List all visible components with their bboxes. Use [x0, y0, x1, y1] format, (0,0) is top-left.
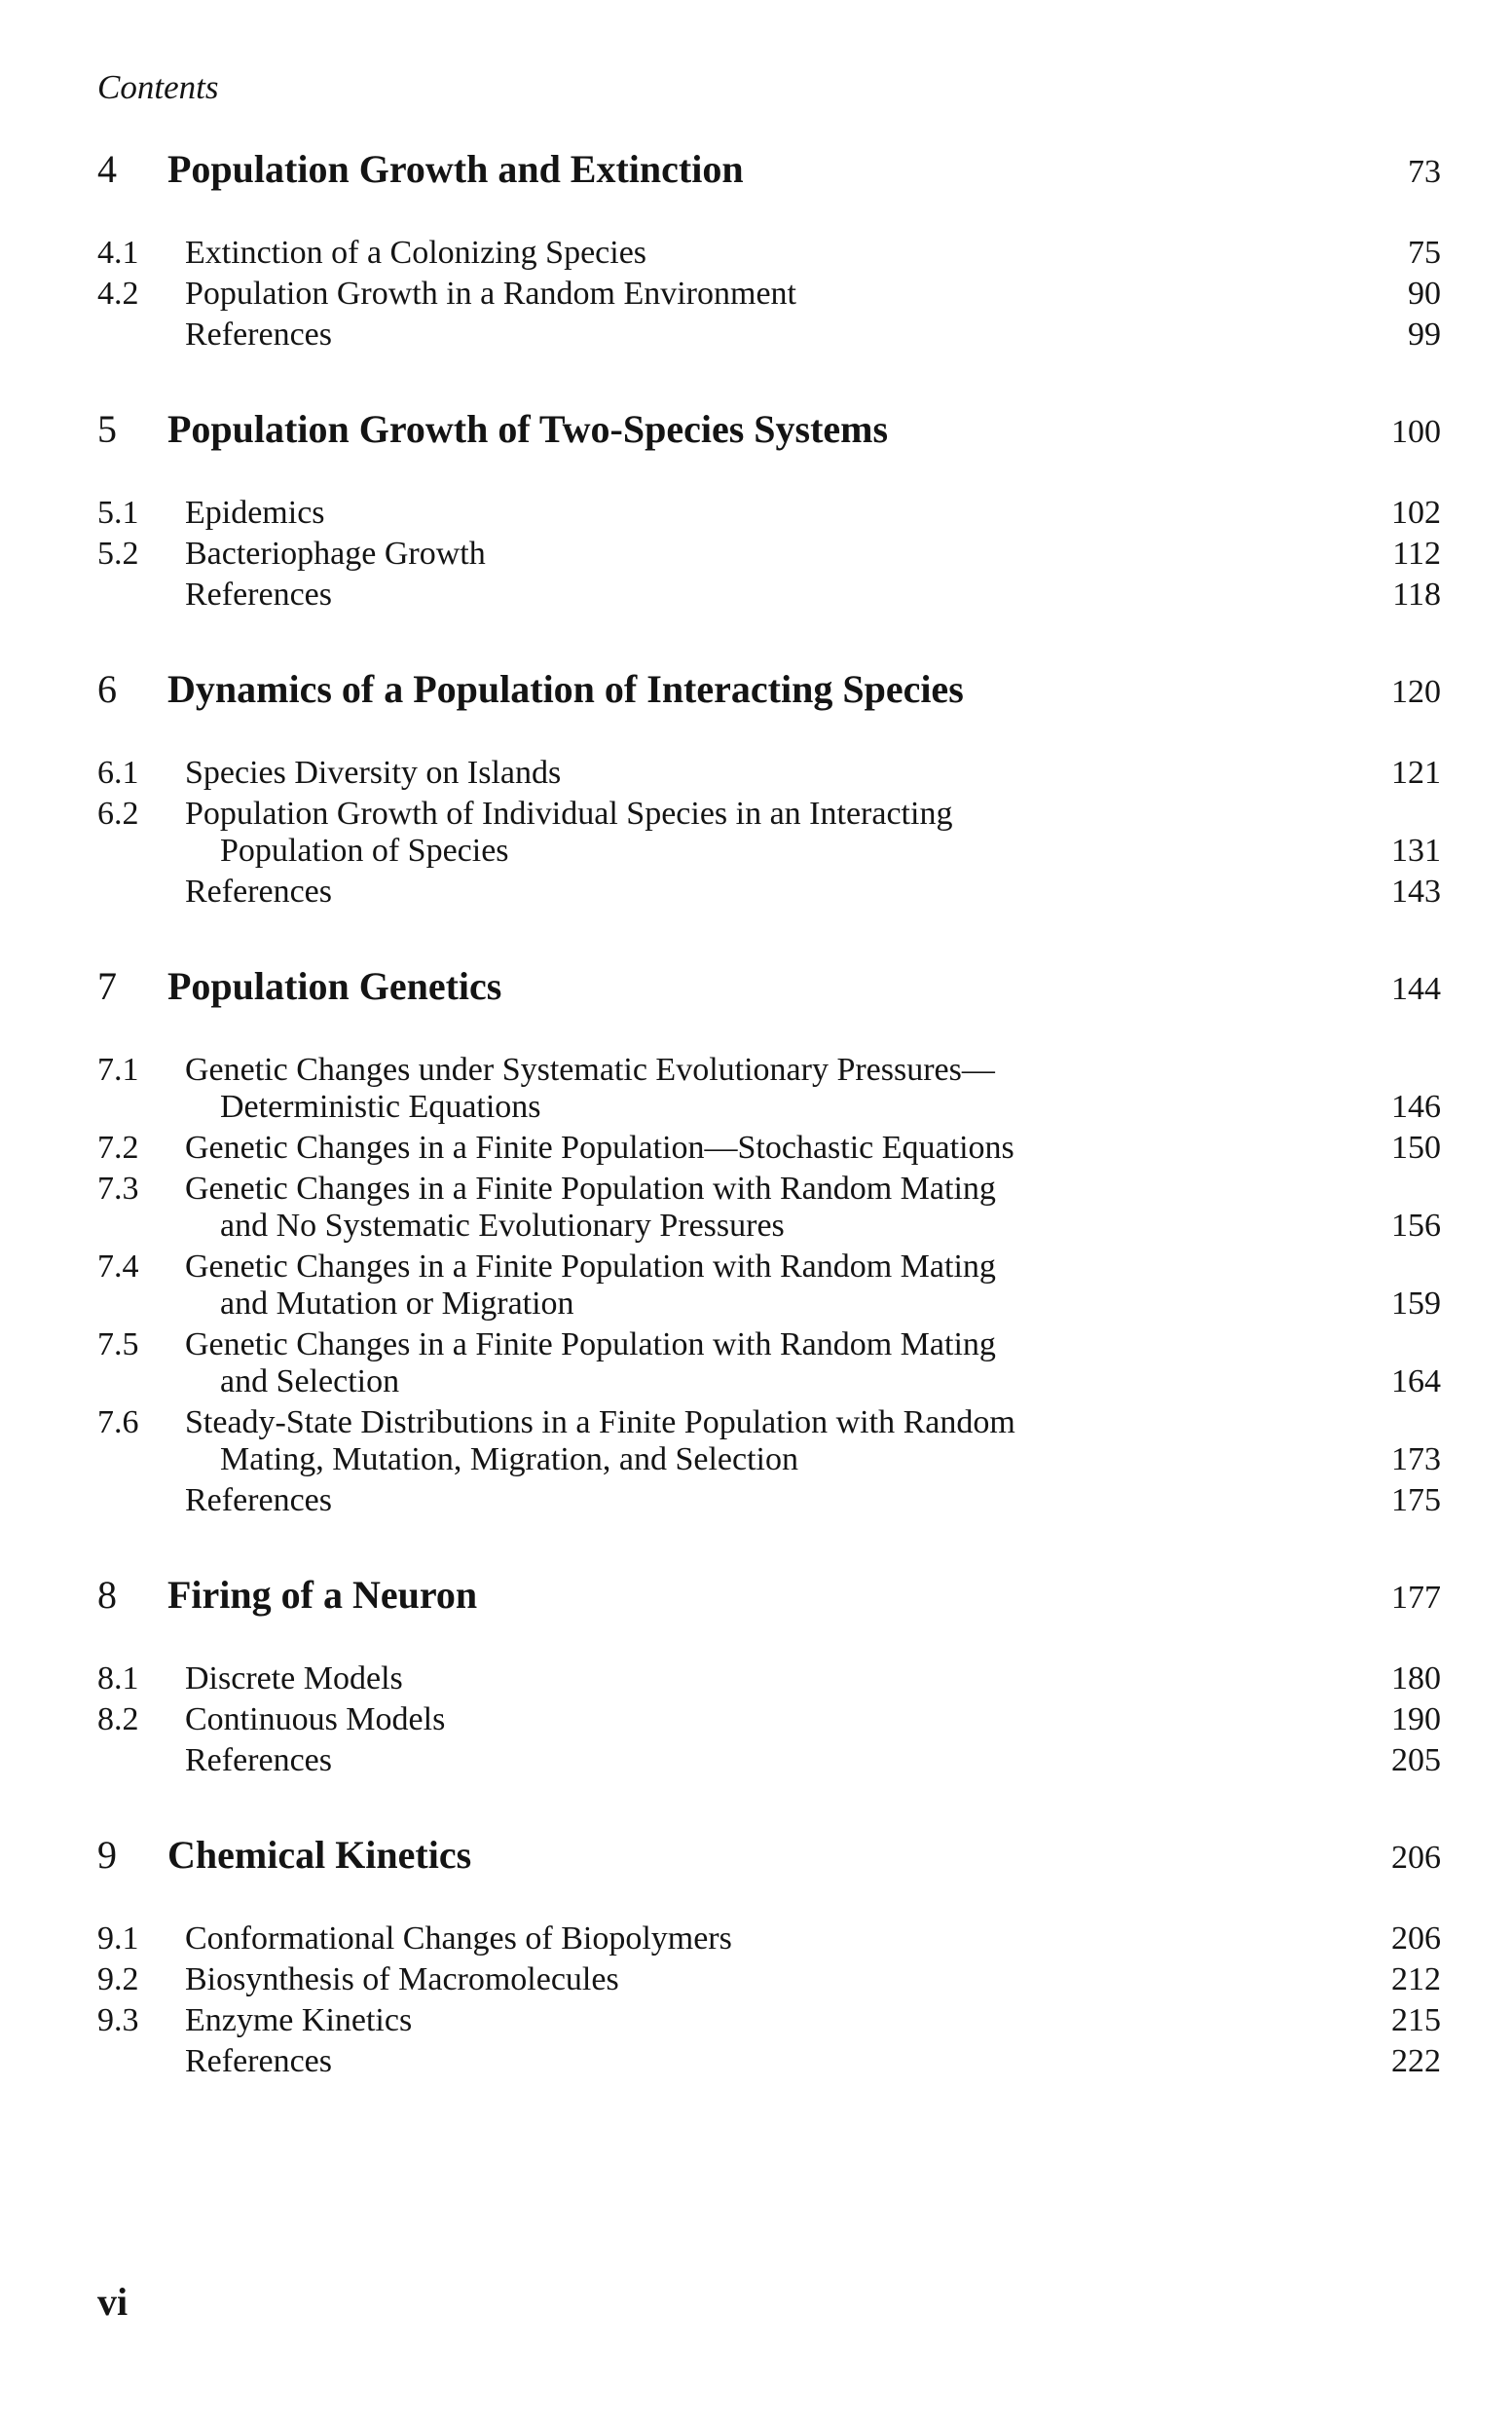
- section-entry: [97, 1130, 1441, 1167]
- chapter-block: [97, 1832, 1441, 2080]
- section-page-number: 190: [1391, 1701, 1441, 1737]
- chapter-heading: [97, 1572, 1441, 1618]
- section-title: [185, 1130, 1324, 1167]
- section-entry: [97, 1404, 1441, 1478]
- section-entry: [97, 755, 1441, 792]
- section-page-number: 131: [1391, 833, 1441, 869]
- section-title-line: References: [185, 1482, 333, 1518]
- section-entry: [97, 796, 1441, 870]
- chapter-heading: [97, 406, 1441, 452]
- chapter-number: 7: [97, 964, 117, 1008]
- toc-page: [97, 68, 1441, 2133]
- section-title-line: Genetic Changes in a Finite Population with Random Mating: [185, 1171, 996, 1207]
- section-entry: [97, 2002, 1441, 2039]
- section-title-line: References: [185, 874, 333, 910]
- section-title: [185, 2002, 1324, 2039]
- section-title-line: Population Growth of Individual Species in an Interacting: [185, 796, 953, 832]
- section-title-line: References: [185, 1742, 333, 1778]
- chapter-number: 8: [97, 1573, 117, 1617]
- section-title: [185, 495, 1324, 532]
- section-number: 8.2: [97, 1701, 139, 1737]
- chapter-number: 6: [97, 667, 117, 711]
- references-entry: [97, 577, 1441, 614]
- section-page-number: 164: [1391, 1363, 1441, 1399]
- section-title-line: Enzyme Kinetics: [185, 2002, 413, 2038]
- section-title-line: Discrete Models: [185, 1660, 403, 1696]
- section-page-number: 143: [1391, 874, 1441, 910]
- section-title-line: Deterministic Equations: [220, 1089, 541, 1125]
- section-title-line: Population of Species: [220, 833, 509, 869]
- section-title-line: Genetic Changes in a Finite Population—Stochastic Equations: [185, 1130, 1014, 1166]
- references-entry: [97, 874, 1441, 911]
- section-title: [185, 536, 1324, 573]
- section-title-line: Population Growth in a Random Environment: [185, 276, 796, 312]
- chapter-heading: [97, 146, 1441, 192]
- section-title-line: and Mutation or Migration: [220, 1286, 574, 1322]
- section-entry: [97, 235, 1441, 272]
- section-entry: [97, 1701, 1441, 1738]
- references-entry: [97, 2043, 1441, 2080]
- section-title-line: Steady-State Distributions in a Finite Population with Random: [185, 1404, 1015, 1440]
- chapter-number: 9: [97, 1833, 117, 1877]
- section-title-line: Genetic Changes in a Finite Population with Random Mating: [185, 1249, 996, 1285]
- section-entry: [97, 1052, 1441, 1126]
- section-title: [185, 1404, 1324, 1478]
- section-number: 7.1: [97, 1052, 139, 1088]
- section-page-number: 175: [1391, 1482, 1441, 1518]
- section-title-line: Continuous Models: [185, 1701, 446, 1737]
- section-title: [185, 1701, 1324, 1738]
- section-title-line: Genetic Changes under Systematic Evolutionary Pressures—: [185, 1052, 995, 1088]
- chapter-title: Population Genetics: [167, 964, 502, 1008]
- references-entry: [97, 317, 1441, 354]
- chapter-title: Chemical Kinetics: [167, 1833, 472, 1877]
- section-title-line: Species Diversity on Islands: [185, 755, 562, 791]
- section-entry: [97, 536, 1441, 573]
- references-entry: [97, 1482, 1441, 1519]
- chapter-page-number: 177: [1391, 1580, 1441, 1616]
- page-number: vi: [97, 2280, 129, 2324]
- section-title-line: Genetic Changes in a Finite Population with Random Mating: [185, 1326, 996, 1362]
- section-number: 7.3: [97, 1171, 139, 1207]
- section-title: [185, 1961, 1324, 1998]
- section-title-line: Epidemics: [185, 495, 325, 531]
- section-page-number: 102: [1391, 495, 1441, 531]
- section-page-number: 156: [1391, 1208, 1441, 1244]
- chapter-page-number: 144: [1391, 971, 1441, 1007]
- chapter-heading: [97, 1832, 1441, 1878]
- section-title: [185, 1482, 1324, 1519]
- section-title-line: Conformational Changes of Biopolymers: [185, 1920, 732, 1957]
- section-title: [185, 874, 1324, 911]
- section-title: [185, 1052, 1324, 1126]
- section-title-line: References: [185, 2043, 333, 2079]
- section-title: [185, 577, 1324, 614]
- section-entry: [97, 1326, 1441, 1400]
- section-title-line: Biosynthesis of Macromolecules: [185, 1961, 619, 1997]
- section-number: 7.2: [97, 1130, 139, 1166]
- section-number: 9.1: [97, 1920, 139, 1957]
- chapter-page-number: 206: [1391, 1840, 1441, 1876]
- section-title-line: Mating, Mutation, Migration, and Selection: [220, 1441, 798, 1477]
- section-title: [185, 1171, 1324, 1245]
- chapter-block: [97, 1572, 1441, 1779]
- section-number: 4.1: [97, 235, 139, 271]
- chapter-page-number: 100: [1391, 414, 1441, 450]
- chapter-title: Population Growth of Two-Species Systems: [167, 407, 889, 451]
- section-page-number: 112: [1392, 536, 1441, 572]
- chapter-number: 5: [97, 407, 117, 451]
- section-entry: [97, 1660, 1441, 1697]
- chapter-title: Population Growth and Extinction: [167, 147, 744, 191]
- section-title: [185, 2043, 1324, 2080]
- section-page-number: 205: [1391, 1742, 1441, 1778]
- references-entry: [97, 1742, 1441, 1779]
- section-page-number: 222: [1391, 2043, 1441, 2079]
- section-title: [185, 1326, 1324, 1400]
- section-page-number: 173: [1391, 1441, 1441, 1477]
- chapter-block: [97, 406, 1441, 614]
- chapter-heading: [97, 666, 1441, 712]
- section-title-line: References: [185, 317, 333, 353]
- section-page-number: 180: [1391, 1660, 1441, 1696]
- section-page-number: 206: [1391, 1920, 1441, 1957]
- section-number: 8.1: [97, 1660, 139, 1696]
- section-page-number: 118: [1392, 577, 1441, 613]
- section-entry: [97, 1171, 1441, 1245]
- section-number: 4.2: [97, 276, 139, 312]
- section-entry: [97, 276, 1441, 313]
- section-number: 7.5: [97, 1326, 139, 1362]
- section-page-number: 146: [1391, 1089, 1441, 1125]
- section-number: 5.2: [97, 536, 139, 572]
- section-page-number: 121: [1391, 755, 1441, 791]
- chapter-block: [97, 963, 1441, 1519]
- section-number: 9.2: [97, 1961, 139, 1997]
- chapter-heading: [97, 963, 1441, 1009]
- chapter-title: Firing of a Neuron: [167, 1573, 478, 1617]
- section-entry: [97, 1961, 1441, 1998]
- section-page-number: 212: [1391, 1961, 1441, 1997]
- section-page-number: 159: [1391, 1286, 1441, 1322]
- chapter-page-number: 73: [1408, 154, 1441, 190]
- section-title-line: Extinction of a Colonizing Species: [185, 235, 647, 271]
- section-title: [185, 1920, 1324, 1957]
- section-title-line: and Selection: [220, 1363, 400, 1399]
- section-title-line: and No Systematic Evolutionary Pressures: [220, 1208, 785, 1244]
- section-title: [185, 317, 1324, 354]
- section-page-number: 99: [1408, 317, 1441, 353]
- section-title-line: References: [185, 577, 333, 613]
- section-title: [185, 796, 1324, 870]
- table-of-contents: [97, 146, 1441, 2080]
- section-number: 7.4: [97, 1249, 139, 1285]
- section-title: [185, 235, 1324, 272]
- chapter-block: [97, 146, 1441, 354]
- section-page-number: 215: [1391, 2002, 1441, 2038]
- chapter-title: Dynamics of a Population of Interacting Species: [167, 667, 964, 711]
- section-number: 6.1: [97, 755, 139, 791]
- section-title-line: Bacteriophage Growth: [185, 536, 486, 572]
- section-entry: [97, 495, 1441, 532]
- chapter-number: 4: [97, 147, 117, 191]
- section-page-number: 90: [1408, 276, 1441, 312]
- section-title: [185, 1742, 1324, 1779]
- section-page-number: 150: [1391, 1130, 1441, 1166]
- chapter-page-number: 120: [1391, 674, 1441, 710]
- section-number: 7.6: [97, 1404, 139, 1440]
- section-entry: [97, 1920, 1441, 1957]
- running-head: Contents: [97, 68, 219, 106]
- section-title: [185, 276, 1324, 313]
- section-title: [185, 1660, 1324, 1697]
- section-number: 6.2: [97, 796, 139, 832]
- section-number: 9.3: [97, 2002, 139, 2038]
- chapter-block: [97, 666, 1441, 911]
- section-number: 5.1: [97, 495, 139, 531]
- section-page-number: 75: [1408, 235, 1441, 271]
- section-title: [185, 755, 1324, 792]
- section-entry: [97, 1249, 1441, 1323]
- section-title: [185, 1249, 1324, 1323]
